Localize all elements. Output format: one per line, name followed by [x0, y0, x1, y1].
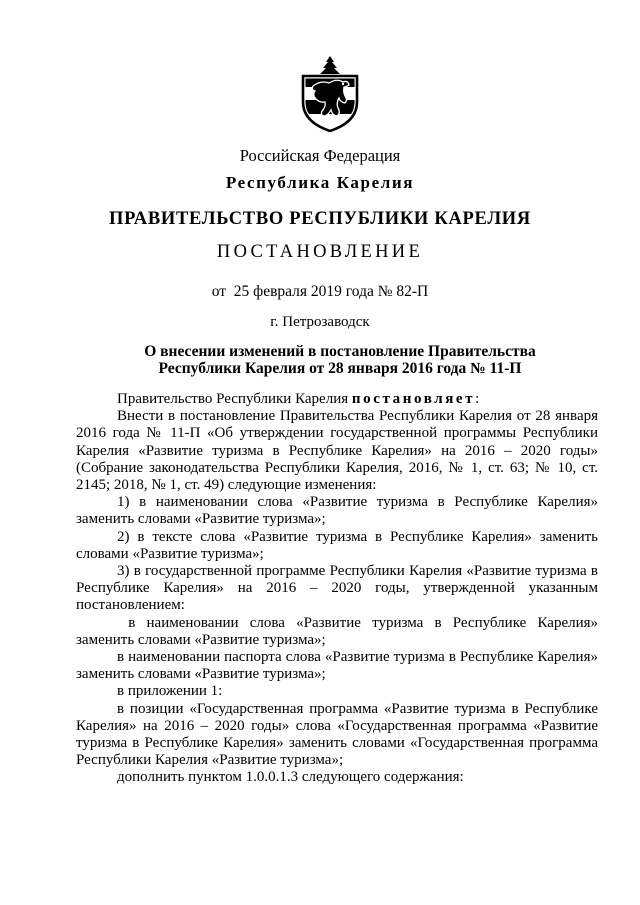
paragraph-passport-change: в наименовании паспорта слова «Развитие туризма в Республике Карелия» заменить словами «Развитие туризма»; [76, 649, 598, 683]
document-title [80, 343, 600, 377]
paragraph-item-3: 3) в государственной программе Республики Карелия «Развитие туризма в Республике Карелия» на 2016 – 2020 годы, утвержденной указанным постановлением: [76, 563, 598, 614]
intro-prefix: Правительство Республики Карелия [117, 391, 352, 407]
paragraph-main: Внести в постановление Правительства Республики Карелия от 28 января 2016 года № 11-П «Об утверждении государственной программы Республики Карелия «Развитие туризма в Республике Карелия» на 2016 – 2020 годы» (Собрание законодательства Республики Карелия, 2016, № 1, ст. 63; № 10, ст. 2145; 2018, № 1, ст. 49) следующие изменения: [76, 408, 598, 494]
document-date: от 25 февраля 2019 года № 82-П [211, 283, 429, 300]
paragraph-appendix: в приложении 1: [117, 683, 223, 700]
karelia-coat-of-arms-icon [299, 56, 361, 132]
paragraph-position: в позиции «Государственная программа «Развитие туризма в Республике Карелия» на 2016 – 2020 годы» слова «Государственная программа «Развитие туризма в Республике Карелия» заменить словами «Государственная программа Республики Карелия «Развитие туризма»; [76, 700, 598, 769]
resolves-word: постановляет [351, 391, 476, 407]
paragraph-name-change: в наименовании слова «Развитие туризма в Республике Карелия» заменить словами «Развитие туризма»; [76, 614, 602, 648]
paragraph-item-1: 1) в наименовании слова «Развитие туризма в Республике Карелия» заменить словами «Развитие туризма»; [76, 494, 598, 528]
paragraph-supplement: дополнить пунктом 1.0.0.1.3 следующего содержания: [117, 769, 464, 786]
republic-line: Республика Карелия [225, 173, 415, 192]
intro-colon: : [475, 391, 480, 407]
federation-line: Российская Федерация [239, 146, 401, 165]
document-city: г. Петрозаводск [270, 314, 370, 330]
resolution-intro [76, 391, 598, 408]
paragraph-item-2: 2) в тексте слова «Развитие туризма в Республике Карелия» заменить словами «Развитие туризма»; [76, 528, 598, 562]
government-heading: ПРАВИТЕЛЬСТВО РЕСПУБЛИКИ КАРЕЛИЯ [109, 209, 531, 229]
document-body [76, 391, 602, 787]
title-line-1: О внесении изменений в постановление Правительства [144, 343, 536, 360]
title-line-2: Республики Карелия от 28 января 2016 года № 11-П [158, 360, 522, 377]
document-type: ПОСТАНОВЛЕНИЕ [216, 242, 424, 262]
